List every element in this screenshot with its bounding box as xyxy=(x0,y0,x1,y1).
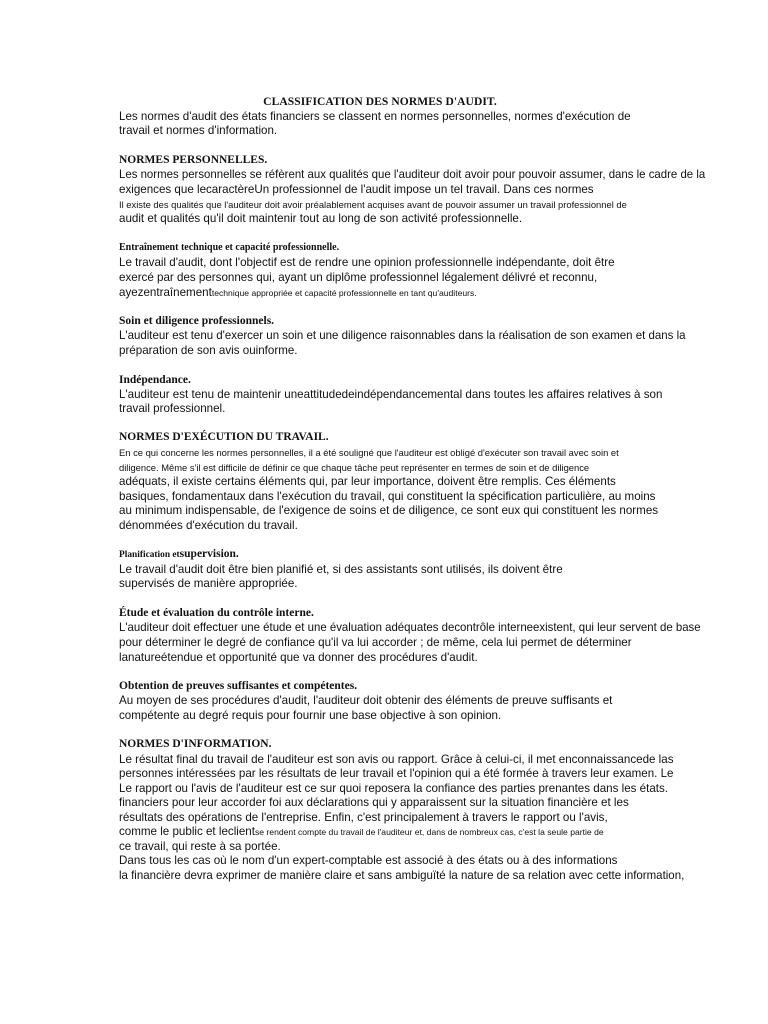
heading-independance: Indépendance. xyxy=(119,374,191,386)
paragraph-line: En ce qui concerne les normes personnelles, il a été souligné que l'auditeur est obligé d'exécuter son travail avec soin et xyxy=(119,447,619,458)
paragraph-line: diligence. Même s'il est difficile de définir ce que chaque tâche peut représenter en termes de soin et de diligence xyxy=(119,462,590,473)
heading-run-small: Planification et xyxy=(119,550,180,560)
paragraph-line: L'auditeur est tenu de maintenir uneattitudedeindépendancemental dans toutes les affaires relatives à son xyxy=(119,388,663,401)
paragraph-line: personnes intéressées par les résultats de leur travail et l'opinion qui a été formée à travers leur examen. Le xyxy=(119,767,674,780)
paragraph-line: la financière devra exprimer de manière claire et sans ambiguïté la nature de sa relation avec cette information, xyxy=(119,869,685,882)
paragraph-line: supervisés de manière appropriée. xyxy=(119,577,298,590)
paragraph-line: Le travail d'audit doit être bien planifié et, si des assistants sont utilisés, ils doivent être xyxy=(119,563,563,576)
paragraph-line: basiques, fondamentaux dans l'exécution du travail, qui constituent la spécification particulière, au moins xyxy=(119,490,656,503)
text-run: ayezentraînement xyxy=(119,286,212,299)
paragraph-line: au minimum indispensable, de l'exigence de soins et de diligence, ce sont eux qui constituent les normes xyxy=(119,504,659,517)
paragraph-line: Le travail d'audit, dont l'objectif est de rendre une opinion professionnelle indépendante, doit être xyxy=(119,256,615,269)
heading-entrainement: Entraînement technique et capacité professionnelle. xyxy=(119,242,340,253)
paragraph-line: pour déterminer le degré de confiance qu'il va lui accorder ; de même, cela lui permet de déterminer xyxy=(119,636,632,649)
paragraph-line: audit et qualités qu'il doit maintenir tout au long de son activité professionnelle. xyxy=(119,212,523,225)
paragraph-line: Le rapport ou l'avis de l'auditeur est ce sur quoi reposera la confiance des parties prenantes dans les états. xyxy=(119,782,669,795)
paragraph-line: exigences que lecaractèreUn professionnel de l'audit impose un tel travail. Dans ces normes xyxy=(119,183,594,196)
paragraph-line: ce travail, qui reste à sa portée. xyxy=(119,840,281,853)
paragraph-line: L'auditeur doit effectuer une étude et une évaluation adéquates decontrôle interneexistent, qui leur servent de base xyxy=(119,621,701,634)
paragraph-line: Dans tous les cas où le nom d'un expert-comptable est associé à des états ou à des informations xyxy=(119,854,618,867)
text-run-small: technique appropriée et capacité professionnelle en tant qu'auditeurs. xyxy=(211,288,477,298)
heading-normes-execution: NORMES D'EXÉCUTION DU TRAVAIL. xyxy=(119,431,329,443)
paragraph-line: L'auditeur est tenu d'exercer un soin et une diligence raisonnables dans la réalisation de son examen et dans la xyxy=(119,329,686,342)
paragraph-line: Il existe des qualités que l'auditeur doit avoir préalablement acquises avant de pouvoir assumer un travail professionnel de xyxy=(119,199,627,210)
text-run-small: se rendent compte du travail de l'auditeur et, dans de nombreux cas, c'est la seule partie de xyxy=(254,827,604,837)
heading-run: supervision. xyxy=(179,548,239,560)
heading-normes-information: NORMES D'INFORMATION. xyxy=(119,738,272,750)
paragraph-line: Au moyen de ses procédures d'audit, l'auditeur doit obtenir des éléments de preuve suffisants et xyxy=(119,694,613,707)
paragraph-line: travail professionnel. xyxy=(119,402,226,415)
paragraph-line: Le résultat final du travail de l'auditeur est son avis ou rapport. Grâce à celui-ci, il met enconnaissancede las xyxy=(119,753,674,766)
document-title: CLASSIFICATION DES NORMES D'AUDIT. xyxy=(263,96,497,108)
paragraph-line: lanatureétendue et opportunité que va donner des procédures d'audit. xyxy=(119,651,478,664)
intro-line-1: Les normes d'audit des états financiers se classent en normes personnelles, normes d'exécution de xyxy=(119,110,631,123)
paragraph-line: compétente au degré requis pour fournir une base objective à son opinion. xyxy=(119,709,502,722)
paragraph-line: Les normes personnelles se réfèrent aux qualités que l'auditeur doit avoir pour pouvoir assumer, dans le cadre de la xyxy=(119,168,706,181)
paragraph-line: résultats des opérations de l'entreprise. Enfin, c'est principalement à travers le rapport ou l'avis, xyxy=(119,811,608,824)
paragraph-line: adéquats, il existe certains éléments qui, par leur importance, doivent être remplis. Ces éléments xyxy=(119,475,616,488)
paragraph-line: exercé par des personnes qui, ayant un diplôme professionnel légalement délivré et reconnu, xyxy=(119,271,598,284)
heading-soin-diligence: Soin et diligence professionnels. xyxy=(119,315,275,327)
heading-normes-personnelles: NORMES PERSONNELLES. xyxy=(119,154,268,166)
paragraph-line: dénommées d'exécution du travail. xyxy=(119,519,298,532)
heading-etude-controle: Étude et évaluation du contrôle interne. xyxy=(119,607,314,619)
paragraph-line xyxy=(119,286,477,300)
heading-planification xyxy=(119,548,239,560)
paragraph-line: financiers pour leur accorder foi aux déclarations qui y apparaissent sur la situation financière et les xyxy=(119,796,629,809)
paragraph-line xyxy=(119,825,604,839)
heading-obtention-preuves: Obtention de preuves suffisantes et compétentes. xyxy=(119,680,358,692)
paragraph-line: préparation de son avis ouinforme. xyxy=(119,344,298,357)
intro-line-2: travail et normes d'information. xyxy=(119,124,278,137)
text-run: comme le public et leclient xyxy=(119,825,255,838)
